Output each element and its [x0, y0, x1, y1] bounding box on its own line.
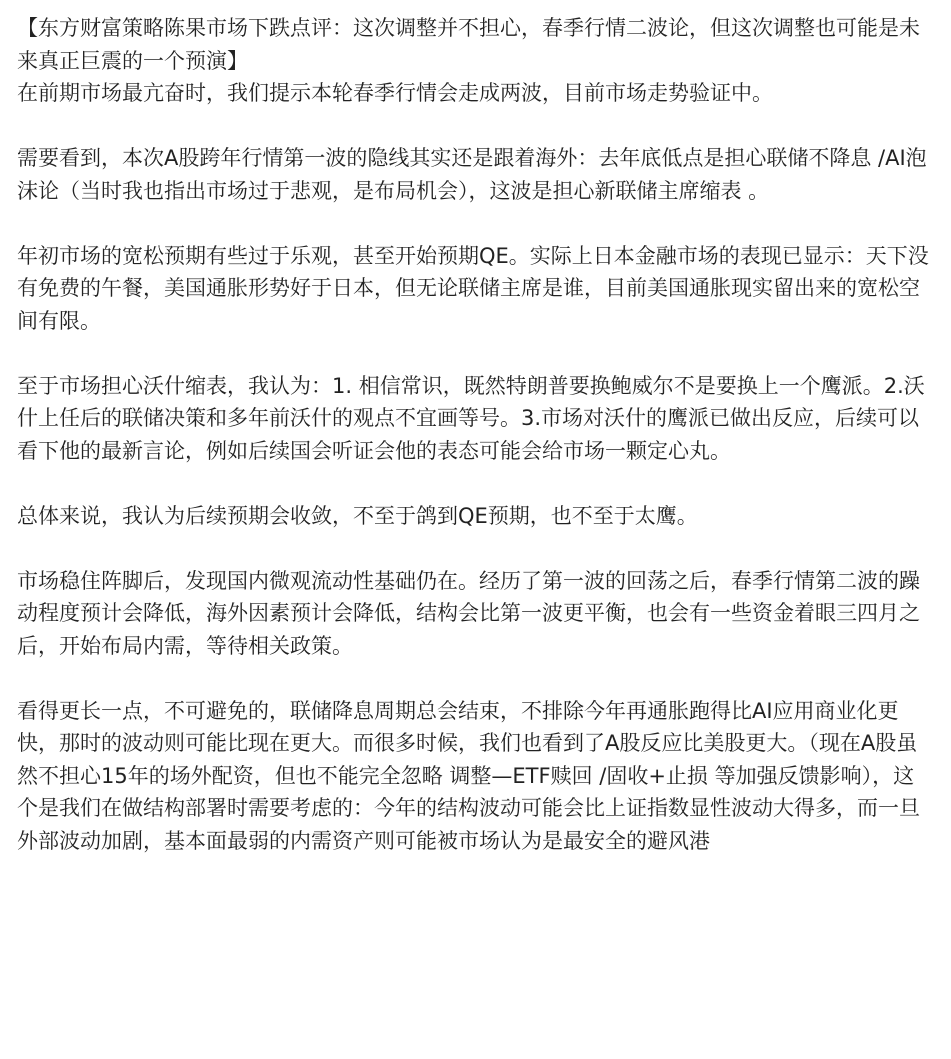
paragraph-7: 看得更长一点，不可避免的，联储降息周期总会结束，不排除今年再通胀跑得比AI应用商业化更快，那时的波动则可能比现在更大。而很多时候，我们也看到了A股反应比美股更大。（现在A股虽然不担心15年的场外配资，但也不能完全忽略 调整—ETF赎回 /固收+止损 等加强反馈影响），这个是我们在做结构部署时需要考虑的：今年的结构波动可能会比上证指数显性波动大得多，而一旦外部波动加剧，基本面最弱的内需资产则可能被市场认为是最安全的避风港 [17, 698, 920, 853]
paragraph-2: 需要看到，本次A股跨年行情第一波的隐线其实还是跟着海外：去年底低点是担心联储不降息 /AI泡沫论（当时我也指出市场过于悲观，是布局机会），这波是担心新联储主席缩表 。 [17, 146, 927, 203]
paragraph-1: 在前期市场最亢奋时，我们提示本轮春季行情会走成两波，目前市场走势验证中。 [17, 81, 773, 105]
paragraph-4: 至于市场担心沃什缩表，我认为：1. 相信常识，既然特朗普要换鲍威尔不是要换上一个鹰派。2.沃什上任后的联储决策和多年前沃什的观点不宜画等号。3.市场对沃什的鹰派已做出反应，后续可以看下他的最新言论，例如后续国会听证会他的表态可能会给市场一颗定心丸。 [17, 373, 925, 463]
paragraph-6: 市场稳住阵脚后，发现国内微观流动性基础仍在。经历了第一波的回荡之后，春季行情第二波的躁动程度预计会降低，海外因素预计会降低，结构会比第一波更平衡，也会有一些资金着眼三四月之后，开始布局内需，等待相关政策。 [17, 568, 920, 658]
paragraph-3: 年初市场的宽松预期有些过于乐观，甚至开始预期QE。实际上日本金融市场的表现已显示：天下没有免费的午餐，美国通胀形势好于日本，但无论联储主席是谁，目前美国通胀现实留出来的宽松空间有限。 [17, 243, 929, 333]
paragraph-5: 总体来说，我认为后续预期会收敛，不至于鸽到QE预期，也不至于太鹰。 [17, 503, 698, 528]
article-title: 【东方财富策略陈果市场下跌点评：这次调整并不担心，春季行情二波论，但这次调整也可能是未来真正巨震的一个预演】 [17, 16, 920, 73]
